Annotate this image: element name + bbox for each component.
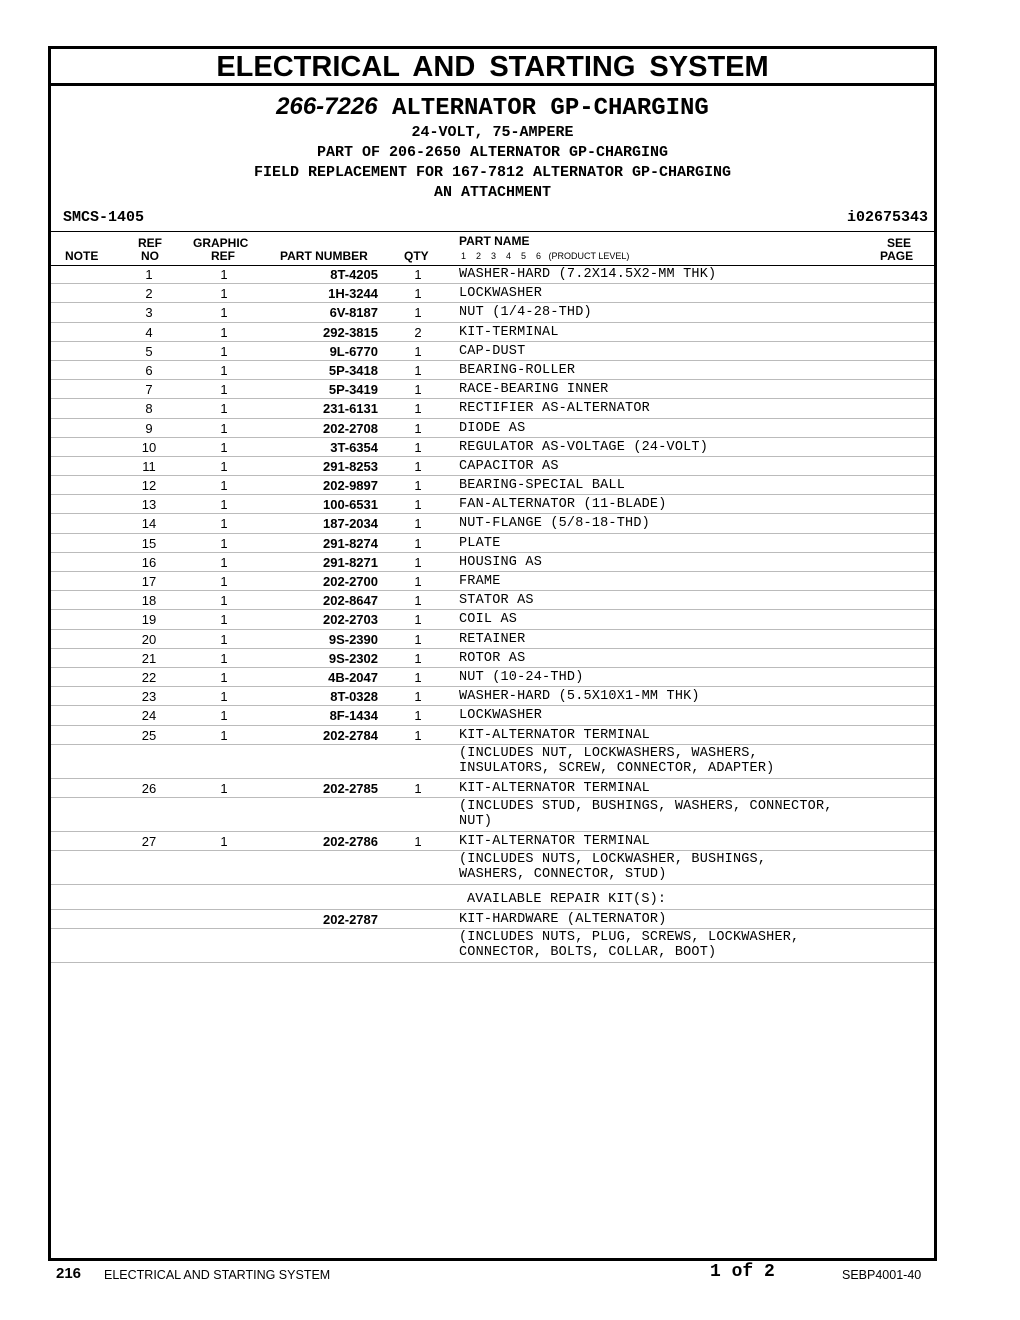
header-part-number: PART NUMBER [280,249,368,263]
part-number: 202-2784 [323,727,378,743]
table-row [51,832,934,851]
part-name: STATOR AS [459,593,534,609]
part-name: RACE-BEARING INNER [459,382,609,398]
part-number: 1H-3244 [328,286,378,302]
part-number: 8T-0328 [330,689,378,705]
graphic-ref: 1 [220,612,228,628]
part-number: 202-2786 [323,833,378,849]
part-name: KIT-HARDWARE (ALTERNATOR) [459,912,667,928]
table-row [51,553,934,572]
part-number: 9L-6770 [329,343,378,359]
ref-no: 17 [141,574,157,589]
table-row [51,668,934,687]
group-line: AN ATTACHMENT [433,184,552,201]
quantity: 1 [414,478,422,494]
ref-no: 8 [145,401,153,417]
part-note-line: INSULATORS, SCREW, CONNECTOR, ADAPTER) [459,760,775,776]
quantity: 1 [414,439,422,455]
part-note [51,798,934,832]
ref-no: 3 [145,305,153,321]
table-row [51,265,934,284]
part-name: KIT-ALTERNATOR TERMINAL [459,780,650,796]
graphic-ref: 1 [220,833,228,849]
quantity: 1 [414,727,422,743]
ref-no: 14 [141,516,157,532]
part-name: ROTOR AS [459,650,526,666]
part-number: 100-6531 [323,497,378,513]
group-line: FIELD REPLACEMENT FOR 167-7812 ALTERNATOR GP-CHARGING [253,164,732,181]
ref-no: 21 [141,650,157,666]
quantity: 1 [414,574,422,589]
graphic-ref: 1 [220,535,228,551]
graphic-ref: 1 [220,727,228,743]
part-name: FAN-ALTERNATOR (11-BLADE) [459,497,667,513]
quantity: 1 [414,305,422,321]
quantity: 1 [414,780,422,796]
footer-page-number: 216 [56,1265,82,1282]
quantity: 1 [414,669,422,685]
quantity: 1 [414,689,422,705]
part-number: 8F-1434 [329,708,378,724]
table-row [51,380,934,399]
table-row [51,779,934,798]
part-note [51,929,934,963]
header-ref: REF [138,236,162,250]
part-name: WASHER-HARD (5.5X10X1-MM THK) [459,689,700,705]
part-note-line: (INCLUDES NUTS, LOCKWASHER, BUSHINGS, [459,852,767,868]
ref-no: 9 [145,420,153,436]
quantity: 2 [414,324,422,340]
part-number: 231-6131 [323,401,378,417]
table-row [51,438,934,457]
ref-no: 1 [145,267,153,282]
ref-no: 10 [141,439,157,455]
quantity: 1 [414,497,422,513]
ref-no: 23 [141,689,157,705]
footer-section: ELECTRICAL AND STARTING SYSTEM [104,1268,331,1282]
ref-no: 15 [141,535,157,551]
page-footer [0,1262,1020,1286]
part-number: 187-2034 [323,516,378,532]
part-note [51,745,934,779]
quantity: 1 [414,631,422,647]
parts-page-frame [48,46,937,1261]
part-name: LOCKWASHER [459,708,543,724]
ref-no: 5 [145,343,153,359]
part-note [51,851,934,885]
part-number: 202-2703 [323,612,378,628]
part-name: LOCKWASHER [459,286,543,302]
graphic-ref: 1 [220,478,228,494]
part-note-line: CONNECTOR, BOLTS, COLLAR, BOOT) [459,945,717,961]
quantity: 1 [414,401,422,417]
footer-page-of: 1 of 2 [710,1262,775,1282]
group-part-number: 266-7226 [276,93,378,120]
table-row [51,706,934,725]
table-row [51,687,934,706]
part-name: PLATE [459,535,501,551]
part-name: RETAINER [459,631,526,647]
part-number: 8T-4205 [330,267,378,282]
group-title [51,93,934,123]
quantity: 1 [414,362,422,378]
repair-kits-heading: AVAILABLE REPAIR KIT(S): [467,892,667,908]
quantity: 1 [414,708,422,724]
part-note-line: NUT) [459,813,493,829]
table-row [51,591,934,610]
header-see-page: PAGE [880,249,914,263]
quantity: 1 [414,612,422,628]
graphic-ref: 1 [220,401,228,417]
part-number: 9S-2390 [328,631,378,647]
ref-no: 25 [141,727,157,743]
graphic-ref: 1 [220,593,228,609]
part-name: KIT-ALTERNATOR TERMINAL [459,833,650,849]
part-name: CAP-DUST [459,343,526,359]
part-number: 202-2787 [323,912,378,928]
group-line: PART OF 206-2650 ALTERNATOR GP-CHARGING [316,144,669,161]
table-row [51,323,934,342]
graphic-ref: 1 [220,382,228,398]
parts-table-body [51,265,934,963]
part-name: KIT-TERMINAL [459,324,559,340]
part-number: 5P-3418 [328,362,378,378]
part-number: 4B-2047 [328,669,378,685]
quantity: 1 [414,516,422,532]
table-row [51,514,934,533]
table-row [51,361,934,380]
header-note: NOTE [65,249,99,263]
graphic-ref: 1 [220,650,228,666]
group-header [51,93,934,203]
part-name: HOUSING AS [459,554,543,570]
header-part-name: PART NAME [459,234,530,248]
graphic-ref: 1 [220,305,228,321]
system-title: ELECTRICAL AND STARTING SYSTEM [51,49,934,86]
graphic-ref: 1 [220,286,228,302]
group-line: 24-VOLT, 75-AMPERE [411,124,574,141]
table-row [51,457,934,476]
ref-no: 19 [141,612,157,628]
part-name: COIL AS [459,612,518,628]
quantity: 1 [414,286,422,302]
part-note-line: (INCLUDES NUT, LOCKWASHERS, WASHERS, [459,745,758,761]
ref-no: 24 [141,708,157,724]
part-name: NUT (1/4-28-THD) [459,305,592,321]
quantity: 1 [414,382,422,398]
part-number: 292-3815 [323,324,378,340]
quantity: 1 [414,593,422,609]
part-number: 9S-2302 [328,650,378,666]
header-see: SEE [887,236,912,250]
part-name: NUT (10-24-THD) [459,669,584,685]
part-number: 202-2700 [323,574,378,589]
table-row [51,342,934,361]
part-name: FRAME [459,574,501,589]
ref-no: 20 [141,631,157,647]
graphic-ref: 1 [220,669,228,685]
part-name: BEARING-SPECIAL BALL [459,478,626,494]
ref-no: 18 [141,593,157,609]
part-name: BEARING-ROLLER [459,362,576,378]
table-row [51,399,934,418]
repair-kit-row [51,910,934,929]
footer-doc-id: SEBP4001-40 [842,1268,922,1282]
graphic-ref: 1 [220,439,228,455]
ref-no: 11 [142,458,156,474]
quantity: 1 [414,343,422,359]
table-row [51,419,934,438]
ref-no: 16 [141,554,157,570]
graphic-ref: 1 [220,458,228,474]
part-note-line: (INCLUDES NUTS, PLUG, SCREWS, LOCKWASHER, [459,930,800,946]
part-number: 5P-3419 [328,382,378,398]
table-row [51,610,934,629]
ref-no: 12 [141,478,157,494]
header-graphic: GRAPHIC [193,236,249,250]
header-graphic-ref: REF [211,249,235,263]
illustration-id: i02675343 [846,209,928,226]
part-number: 291-8271 [323,554,378,570]
graphic-ref: 1 [220,362,228,378]
graphic-ref: 1 [220,420,228,436]
ref-no: 13 [141,497,157,513]
graphic-ref: 1 [220,324,228,340]
graphic-ref: 1 [220,267,228,282]
part-number: 291-8253 [323,458,378,474]
table-row [51,534,934,553]
part-number: 202-8647 [323,593,378,609]
quantity: 1 [414,535,422,551]
table-row [51,303,934,322]
ref-no: 22 [141,669,157,685]
table-row [51,495,934,514]
table-row [51,630,934,649]
ref-no: 2 [145,286,153,302]
graphic-ref: 1 [220,631,228,647]
part-note-line: (INCLUDES STUD, BUSHINGS, WASHERS, CONNECTOR, [459,798,833,814]
quantity: 1 [414,267,422,282]
part-number: 291-8274 [323,535,378,551]
quantity: 1 [414,650,422,666]
part-number: 3T-6354 [330,439,378,455]
ref-no: 7 [145,382,153,398]
part-name: RECTIFIER AS-ALTERNATOR [459,401,650,417]
ref-no: 26 [141,780,157,796]
table-header [51,231,934,266]
table-row [51,572,934,591]
graphic-ref: 1 [220,780,228,796]
part-name: WASHER-HARD (7.2X14.5X2-MM THK) [459,267,717,282]
part-number: 202-2785 [323,780,378,796]
part-name: DIODE AS [459,420,526,436]
smcs-code: SMCS-1405 [63,209,145,226]
graphic-ref: 1 [220,497,228,513]
graphic-ref: 1 [220,574,228,589]
table-row [51,649,934,668]
table-row [51,476,934,495]
repair-kits-heading-row [51,885,934,910]
graphic-ref: 1 [220,708,228,724]
graphic-ref: 1 [220,343,228,359]
ref-no: 6 [145,362,153,378]
header-product-level: 1 2 3 4 5 6 (PRODUCT LEVEL) [461,251,630,261]
table-row [51,726,934,745]
graphic-ref: 1 [220,516,228,532]
quantity: 1 [414,554,422,570]
graphic-ref: 1 [220,689,228,705]
part-name: KIT-ALTERNATOR TERMINAL [459,727,650,743]
part-name: NUT-FLANGE (5/8-18-THD) [459,516,650,532]
header-ref-no: NO [141,249,159,263]
part-number: 6V-8187 [329,305,378,321]
part-number: 202-9897 [323,478,378,494]
quantity: 1 [414,833,422,849]
graphic-ref: 1 [220,554,228,570]
part-number: 202-2708 [323,420,378,436]
table-row [51,284,934,303]
header-qty: QTY [404,249,429,263]
quantity: 1 [414,458,422,474]
part-name: REGULATOR AS-VOLTAGE (24-VOLT) [459,439,709,455]
quantity: 1 [414,420,422,436]
group-name: ALTERNATOR GP-CHARGING [391,95,709,122]
part-name: CAPACITOR AS [459,458,559,474]
ref-no: 27 [141,833,157,849]
part-note-line: WASHERS, CONNECTOR, STUD) [459,867,667,883]
ref-no: 4 [145,324,153,340]
